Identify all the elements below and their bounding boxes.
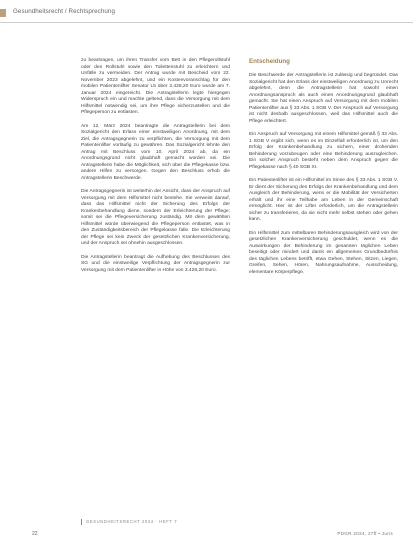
running-header: [0, 0, 413, 22]
citation-marker: [81, 519, 82, 525]
header-marker: [0, 9, 6, 17]
citation-text: GESUNDHEITSRECHT 2024 · HEFT 7: [86, 519, 178, 525]
section-heading: Entscheidung: [249, 58, 290, 65]
header-divider: [0, 22, 413, 23]
paragraph: Am 12. März 2024 beantragte die Antragstellerin bei dem Sozialgericht den Erlass einer einstweiligen Anordnung, mit dem Ziel, die Antragsgegnerin zu verpflichten, die Versorgung mit dem Patientenlifter vorläufig zu gewähren. Das Sozialgericht lehnte den Antrag mit Beschluss vom 10. April 2024 ab, da ein Anordnungsgrund nicht glaubhaft gemacht worden sei. Die Antragstellerin habe die Möglichkeit, sich über die Pflegekasse bzw. andere Hilfen zu versorgen. Gegen den Beschluss erhob die Antragstellerin Beschwerde.: [81, 123, 230, 181]
page-reference: PDGR 2024, 27ff • Juris: [337, 531, 393, 536]
page-number: 22: [32, 531, 38, 537]
paragraph: zu beantragen, um ihren Transfer vom Bett in den Pflegerollstuhl oder den Rollstuhl sowie den Toilettenstuhl zu erleichtern und Unfälle zu vermeiden. Der Antrag wurde mit Bescheid vom 22. November 2023 abgelehnt, und ein Kostenvoranschlag für den mobilen Patientenlifter Senator L5 über 3.428,20 Euro wurde am 7. Januar 2024 eingereicht. Die Antragstellerin legte hiergegen Widerspruch ein und machte geltend, dass die Versorgung mit dem Hilfsmittel notwendig sei, um ihre Pflege sicherzustellen und die Pflegeperson zu entlasten.: [81, 58, 230, 115]
section-title: Gesundheitsrecht / Rechtsprechung: [13, 8, 116, 15]
journal-citation: [81, 519, 177, 525]
paragraph: Die Antragstellerin beantragt die Aufhebung des Beschlusses des SG und die einstweilige Verpflichtung der Antragsgegnerin zur Versorgung mit dem Patientenlifter in Höhe von 3.428,20 Euro.: [81, 254, 230, 273]
right-column: [249, 58, 398, 283]
paragraph: Die Beschwerde der Antragstellerin ist zulässig und begründet. Das Sozialgericht hat den Erlass der einstweiligen Anordnung zu Unrecht abgelehnt, denn die Antragstellerin hat sowohl einen Anordnungsanspruch als auch einen Anordnungsgrund glaubhaft gemacht. Sie hat einen Anspruch auf Versorgung mit dem mobilen Patientenlifter aus § 33 Abs. 1 SGB V. Der Anspruch auf Versorgung ist nicht deshalb ausgeschlossen, weil das Hilfsmittel auch die Pflege erleichtert.: [249, 73, 398, 124]
left-column: [81, 58, 230, 281]
paragraph: Ein Hilfsmittel zum mittelbaren Behinderungsausgleich wird von der gesetzlichen Krankenversicherung geschuldet, wenn es die Auswirkungen der Behinderung im gesamten täglichen Leben beseitigt oder mindert und damit ein allgemeines Grundbedürfnis des täglichen Lebens betrifft, etwa Gehen, Stehen, Sitzen, Liegen, Greifen, Sehen, Hören, Nahrungsaufnahme, Ausscheidung, elementare Körperpflege.: [249, 230, 398, 275]
paragraph: Die Antragsgegnerin ist weiterhin der Ansicht, dass der Anspruch auf Versorgung mit dem Hilfsmittel nicht bestehe. Sie verweist darauf, dass das Hilfsmittel nicht der Sicherung des Erfolgs der Krankenbehandlung diene, sondern der Erleichterung der Pflege; somit sei die Pflegeversicherung zuständig. Mit dem gewählten Hilfsmittel würde überwiegend die Pflegeperson entlastet, was in den Zuständigkeitsbereich der Pflegekasse falle. Die Erleichterung der Pflege sei kein Zweck der gesetzlichen Krankenversicherung, und der Anspruch sei ohnehin ausgeschlossen.: [81, 189, 230, 246]
paragraph: Ein Patientenlifter ist ein Hilfsmittel im Sinne des § 33 Abs. 1 SGB V. Er dient der Sicherung des Erfolgs der Krankenbehandlung und dem Ausgleich der Behinderung, wenn er die Mobilität der Versicherten erhält und ihr eine Teilhabe am Leben in der Gemeinschaft ermöglicht. Hier ist der Lifter erforderlich, um die Antragstellerin sicher zu transferieren, da sie nicht mehr selbst stehen oder gehen kann.: [249, 178, 398, 222]
paragraph: Ein Anspruch auf Versorgung mit einem Hilfsmittel gemäß § 33 Abs. 1 SGB V ergibt sich, wenn es im Einzelfall erforderlich ist, um den Erfolg der Krankenbehandlung zu sichern, einer drohenden Behinderung vorzubeugen oder eine Behinderung auszugleichen. Ein solcher Anspruch besteht neben dem Anspruch gegen die Pflegekasse nach § 40 SGB XI.: [249, 132, 398, 170]
